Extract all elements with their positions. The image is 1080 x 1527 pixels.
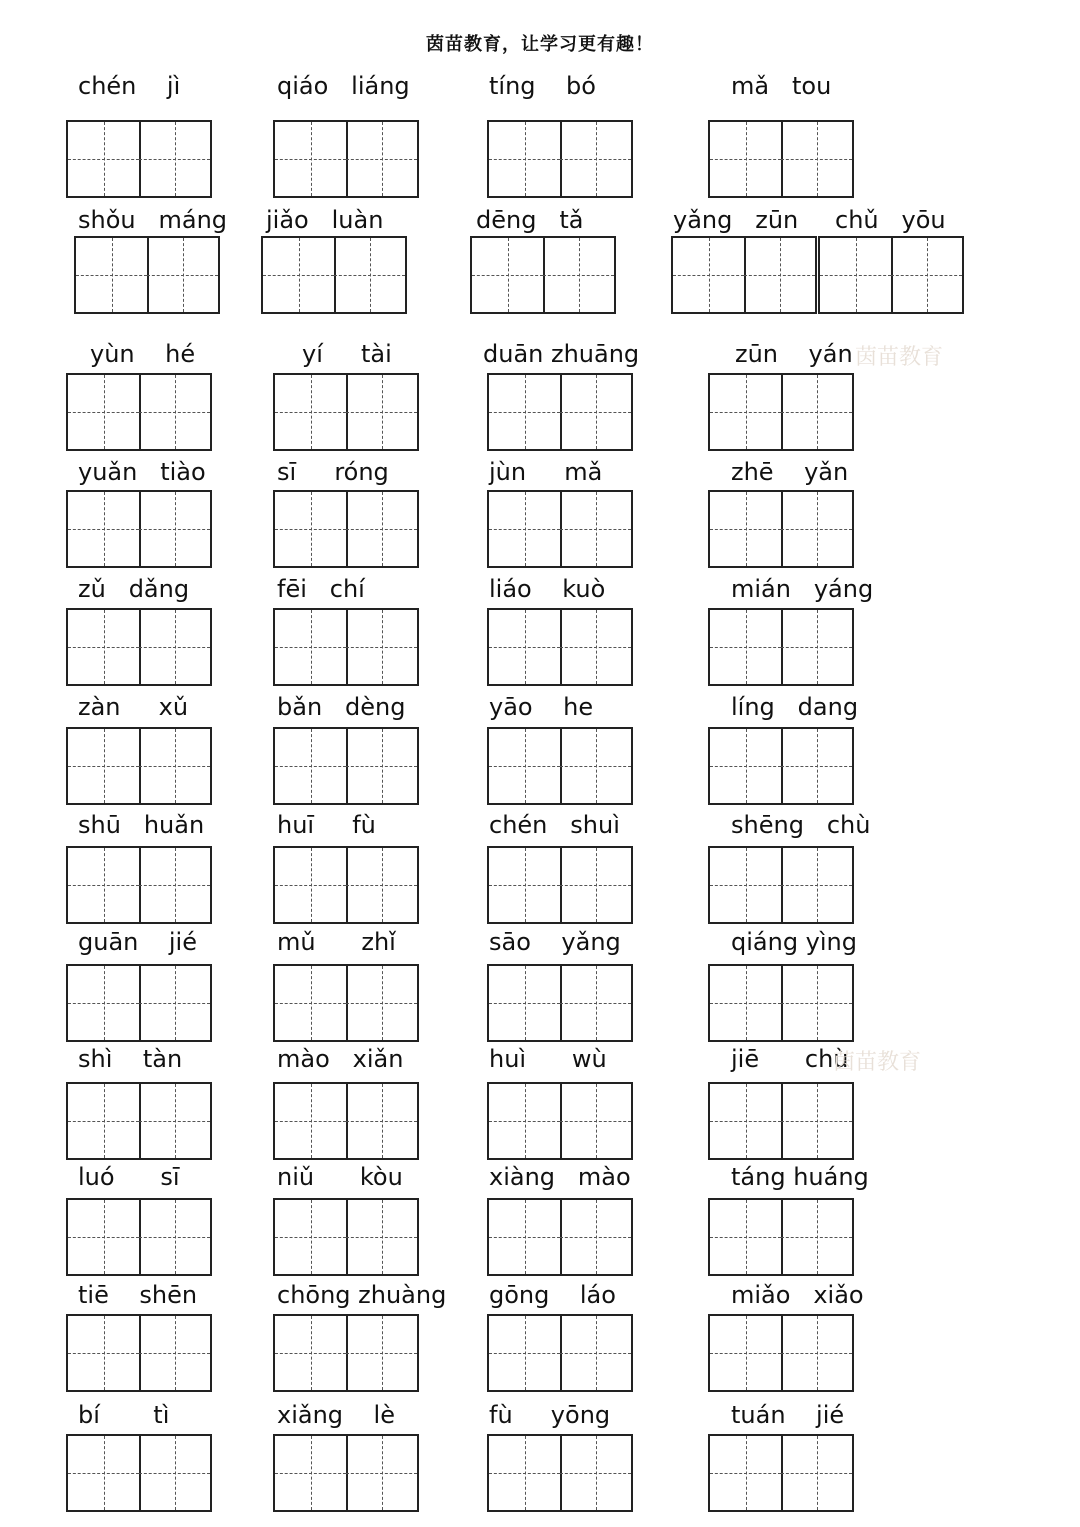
writing-cell[interactable] bbox=[560, 375, 631, 449]
writing-cell[interactable] bbox=[710, 848, 781, 922]
writing-grid[interactable] bbox=[487, 373, 633, 451]
writing-cell[interactable] bbox=[139, 848, 210, 922]
pinyin-label: yuǎn tiào bbox=[78, 458, 206, 486]
writing-grid[interactable] bbox=[708, 1314, 854, 1392]
pinyin-label: bǎn dèng bbox=[277, 693, 406, 721]
writing-cell[interactable] bbox=[346, 492, 417, 566]
writing-cell[interactable] bbox=[781, 1316, 852, 1390]
page-title: 茵苗教育，让学习更有趣！ bbox=[426, 34, 654, 55]
watermark: 茵苗教育 bbox=[855, 345, 944, 370]
writing-cell[interactable] bbox=[68, 375, 139, 449]
writing-cell[interactable] bbox=[781, 1200, 852, 1274]
writing-cell[interactable] bbox=[334, 238, 405, 312]
writing-cell[interactable] bbox=[489, 610, 560, 684]
writing-grid[interactable] bbox=[273, 120, 419, 198]
writing-grid[interactable] bbox=[487, 1198, 633, 1276]
writing-cell[interactable] bbox=[68, 1200, 139, 1274]
writing-grid[interactable] bbox=[273, 964, 419, 1042]
writing-cell[interactable] bbox=[139, 729, 210, 803]
writing-grid[interactable] bbox=[66, 120, 212, 198]
pinyin-label: guān jié bbox=[78, 928, 197, 956]
pinyin-label: chén shuì bbox=[489, 811, 620, 839]
writing-cell[interactable] bbox=[781, 1084, 852, 1158]
writing-cell[interactable] bbox=[489, 1436, 560, 1510]
pinyin-label: zhē yǎn bbox=[731, 458, 849, 486]
writing-grid[interactable] bbox=[708, 1198, 854, 1276]
writing-cell[interactable] bbox=[139, 375, 210, 449]
writing-cell[interactable] bbox=[139, 492, 210, 566]
pinyin-label: qiáng yìng bbox=[731, 928, 857, 956]
writing-cell[interactable] bbox=[710, 1200, 781, 1274]
pinyin-label: duān zhuāng bbox=[483, 340, 640, 368]
writing-cell[interactable] bbox=[147, 238, 218, 312]
writing-cell[interactable] bbox=[560, 729, 631, 803]
writing-cell[interactable] bbox=[710, 729, 781, 803]
writing-grid[interactable] bbox=[66, 964, 212, 1042]
pinyin-label: miǎo xiǎo bbox=[731, 1281, 864, 1309]
writing-cell[interactable] bbox=[68, 848, 139, 922]
writing-cell[interactable] bbox=[781, 492, 852, 566]
writing-cell[interactable] bbox=[710, 122, 781, 196]
pinyin-label: shū huǎn bbox=[78, 811, 205, 839]
pinyin-label: líng dang bbox=[731, 693, 859, 721]
writing-cell[interactable] bbox=[560, 848, 631, 922]
writing-grid[interactable] bbox=[273, 1198, 419, 1276]
writing-grid[interactable] bbox=[66, 727, 212, 805]
writing-grid[interactable] bbox=[487, 964, 633, 1042]
writing-cell[interactable] bbox=[781, 729, 852, 803]
writing-cell[interactable] bbox=[710, 1436, 781, 1510]
pinyin-label: sāo yǎng bbox=[489, 928, 621, 956]
pinyin-label: gōng láo bbox=[489, 1281, 616, 1309]
pinyin-label: yùn hé bbox=[90, 340, 196, 368]
pinyin-label: jiǎo luàn bbox=[266, 206, 384, 234]
writing-grid[interactable] bbox=[487, 120, 633, 198]
writing-cell[interactable] bbox=[710, 1316, 781, 1390]
pinyin-label: qiáo liáng bbox=[277, 72, 410, 100]
writing-grid[interactable] bbox=[66, 1082, 212, 1160]
writing-grid[interactable] bbox=[273, 1434, 419, 1512]
writing-grid[interactable] bbox=[273, 373, 419, 451]
writing-cell[interactable] bbox=[275, 492, 346, 566]
writing-grid[interactable] bbox=[487, 846, 633, 924]
writing-grid[interactable] bbox=[487, 490, 633, 568]
writing-cell[interactable] bbox=[781, 966, 852, 1040]
writing-cell[interactable] bbox=[346, 122, 417, 196]
pinyin-label: mián yáng bbox=[731, 575, 874, 603]
pinyin-label: tíng bó bbox=[489, 72, 596, 100]
writing-cell[interactable] bbox=[710, 492, 781, 566]
writing-cell[interactable] bbox=[68, 1316, 139, 1390]
writing-grid[interactable] bbox=[470, 236, 616, 314]
writing-cell[interactable] bbox=[489, 729, 560, 803]
pinyin-label: shì tàn bbox=[78, 1045, 183, 1073]
pinyin-label: yǎng zūn bbox=[673, 206, 799, 234]
writing-cell[interactable] bbox=[489, 122, 560, 196]
pinyin-label: huì wù bbox=[489, 1045, 607, 1073]
writing-grid[interactable] bbox=[708, 964, 854, 1042]
pinyin-label: chén jì bbox=[78, 72, 181, 100]
writing-grid[interactable] bbox=[273, 1314, 419, 1392]
writing-grid[interactable] bbox=[273, 608, 419, 686]
writing-grid[interactable] bbox=[671, 236, 817, 314]
writing-grid[interactable] bbox=[708, 490, 854, 568]
pinyin-label: chǔ yōu bbox=[835, 206, 946, 234]
writing-grid[interactable] bbox=[273, 727, 419, 805]
writing-cell[interactable] bbox=[781, 1436, 852, 1510]
writing-grid[interactable] bbox=[708, 727, 854, 805]
pinyin-label: xiǎng lè bbox=[277, 1401, 395, 1429]
pinyin-label: sī róng bbox=[277, 458, 389, 486]
writing-cell[interactable] bbox=[781, 375, 852, 449]
writing-cell[interactable] bbox=[489, 966, 560, 1040]
writing-grid[interactable] bbox=[66, 1198, 212, 1276]
writing-cell[interactable] bbox=[346, 375, 417, 449]
pinyin-label: luó sī bbox=[78, 1163, 180, 1191]
writing-cell[interactable] bbox=[710, 375, 781, 449]
writing-grid[interactable] bbox=[708, 373, 854, 451]
writing-cell[interactable] bbox=[489, 1084, 560, 1158]
writing-grid[interactable] bbox=[66, 373, 212, 451]
pinyin-label: jùn mǎ bbox=[489, 458, 603, 486]
writing-cell[interactable] bbox=[139, 1316, 210, 1390]
writing-grid[interactable] bbox=[273, 490, 419, 568]
writing-cell[interactable] bbox=[560, 1316, 631, 1390]
pinyin-label: mǔ zhǐ bbox=[277, 928, 396, 956]
writing-cell[interactable] bbox=[275, 122, 346, 196]
writing-grid[interactable] bbox=[66, 490, 212, 568]
pinyin-label: mǎ tou bbox=[731, 72, 832, 100]
writing-grid[interactable] bbox=[708, 120, 854, 198]
writing-cell[interactable] bbox=[275, 966, 346, 1040]
writing-cell[interactable] bbox=[781, 610, 852, 684]
writing-cell[interactable] bbox=[346, 1084, 417, 1158]
pinyin-label: dēng tǎ bbox=[476, 206, 584, 234]
writing-cell[interactable] bbox=[346, 966, 417, 1040]
writing-cell[interactable] bbox=[275, 1436, 346, 1510]
writing-cell[interactable] bbox=[489, 848, 560, 922]
pinyin-label: yāo he bbox=[489, 693, 594, 721]
writing-cell[interactable] bbox=[472, 238, 543, 312]
writing-cell[interactable] bbox=[346, 1436, 417, 1510]
writing-cell[interactable] bbox=[76, 238, 147, 312]
writing-cell[interactable] bbox=[68, 1084, 139, 1158]
writing-cell[interactable] bbox=[346, 610, 417, 684]
writing-cell[interactable] bbox=[346, 1316, 417, 1390]
writing-grid[interactable] bbox=[74, 236, 220, 314]
pinyin-label: liáo kuò bbox=[489, 575, 606, 603]
writing-cell[interactable] bbox=[744, 238, 815, 312]
writing-cell[interactable] bbox=[275, 375, 346, 449]
writing-cell[interactable] bbox=[275, 1316, 346, 1390]
writing-cell[interactable] bbox=[560, 122, 631, 196]
watermark: 茵苗教育 bbox=[833, 1050, 922, 1075]
pinyin-label: jiē chù bbox=[731, 1045, 849, 1073]
writing-cell[interactable] bbox=[68, 122, 139, 196]
writing-cell[interactable] bbox=[139, 610, 210, 684]
writing-grid[interactable] bbox=[818, 236, 964, 314]
writing-cell[interactable] bbox=[710, 610, 781, 684]
writing-grid[interactable] bbox=[66, 1314, 212, 1392]
writing-cell[interactable] bbox=[489, 492, 560, 566]
writing-grid[interactable] bbox=[708, 1082, 854, 1160]
pinyin-label: bí tì bbox=[78, 1401, 170, 1429]
writing-grid[interactable] bbox=[261, 236, 407, 314]
writing-cell[interactable] bbox=[68, 492, 139, 566]
writing-cell[interactable] bbox=[710, 966, 781, 1040]
pinyin-label: fù yōng bbox=[489, 1401, 611, 1429]
writing-grid[interactable] bbox=[708, 846, 854, 924]
pinyin-label: zǔ dǎng bbox=[78, 575, 190, 603]
writing-grid[interactable] bbox=[708, 1434, 854, 1512]
writing-cell[interactable] bbox=[275, 1084, 346, 1158]
writing-cell[interactable] bbox=[346, 1200, 417, 1274]
writing-cell[interactable] bbox=[275, 729, 346, 803]
writing-cell[interactable] bbox=[346, 729, 417, 803]
writing-cell[interactable] bbox=[543, 238, 614, 312]
writing-cell[interactable] bbox=[489, 1200, 560, 1274]
writing-cell[interactable] bbox=[139, 1436, 210, 1510]
writing-cell[interactable] bbox=[275, 610, 346, 684]
writing-cell[interactable] bbox=[820, 238, 891, 312]
writing-cell[interactable] bbox=[263, 238, 334, 312]
writing-cell[interactable] bbox=[673, 238, 744, 312]
writing-cell[interactable] bbox=[68, 610, 139, 684]
writing-cell[interactable] bbox=[781, 848, 852, 922]
pinyin-label: shēng chù bbox=[731, 811, 871, 839]
pinyin-label: xiàng mào bbox=[489, 1163, 631, 1191]
writing-cell[interactable] bbox=[560, 492, 631, 566]
writing-grid[interactable] bbox=[66, 1434, 212, 1512]
writing-cell[interactable] bbox=[139, 966, 210, 1040]
writing-cell[interactable] bbox=[560, 1084, 631, 1158]
writing-cell[interactable] bbox=[891, 238, 962, 312]
writing-cell[interactable] bbox=[560, 1436, 631, 1510]
pinyin-label: zūn yán bbox=[735, 340, 853, 368]
pinyin-label: táng huáng bbox=[731, 1163, 869, 1191]
pinyin-label: huī fù bbox=[277, 811, 376, 839]
writing-cell[interactable] bbox=[781, 122, 852, 196]
writing-grid[interactable] bbox=[487, 727, 633, 805]
pinyin-label: yí tài bbox=[302, 340, 392, 368]
writing-cell[interactable] bbox=[68, 729, 139, 803]
writing-grid[interactable] bbox=[273, 846, 419, 924]
writing-grid[interactable] bbox=[66, 846, 212, 924]
pinyin-label: chōng zhuàng bbox=[277, 1281, 447, 1309]
pinyin-label: shǒu máng bbox=[78, 206, 228, 234]
pinyin-label: zàn xǔ bbox=[78, 693, 189, 721]
writing-cell[interactable] bbox=[139, 1084, 210, 1158]
pinyin-label: tiē shēn bbox=[78, 1281, 198, 1309]
writing-grid[interactable] bbox=[708, 608, 854, 686]
writing-cell[interactable] bbox=[710, 1084, 781, 1158]
writing-cell[interactable] bbox=[489, 375, 560, 449]
pinyin-label: fēi chí bbox=[277, 575, 365, 603]
writing-grid[interactable] bbox=[487, 1082, 633, 1160]
writing-cell[interactable] bbox=[139, 122, 210, 196]
pinyin-label: niǔ kòu bbox=[277, 1163, 403, 1191]
pinyin-label: mào xiǎn bbox=[277, 1045, 404, 1073]
writing-cell[interactable] bbox=[346, 848, 417, 922]
writing-cell[interactable] bbox=[275, 1200, 346, 1274]
writing-grid[interactable] bbox=[487, 608, 633, 686]
writing-cell[interactable] bbox=[275, 848, 346, 922]
writing-grid[interactable] bbox=[487, 1434, 633, 1512]
pinyin-label: tuán jié bbox=[731, 1401, 845, 1429]
writing-cell[interactable] bbox=[560, 966, 631, 1040]
writing-cell[interactable] bbox=[560, 610, 631, 684]
writing-grid[interactable] bbox=[487, 1314, 633, 1392]
writing-grid[interactable] bbox=[66, 608, 212, 686]
writing-cell[interactable] bbox=[560, 1200, 631, 1274]
writing-cell[interactable] bbox=[489, 1316, 560, 1390]
writing-cell[interactable] bbox=[68, 1436, 139, 1510]
writing-grid[interactable] bbox=[273, 1082, 419, 1160]
writing-cell[interactable] bbox=[139, 1200, 210, 1274]
writing-cell[interactable] bbox=[68, 966, 139, 1040]
